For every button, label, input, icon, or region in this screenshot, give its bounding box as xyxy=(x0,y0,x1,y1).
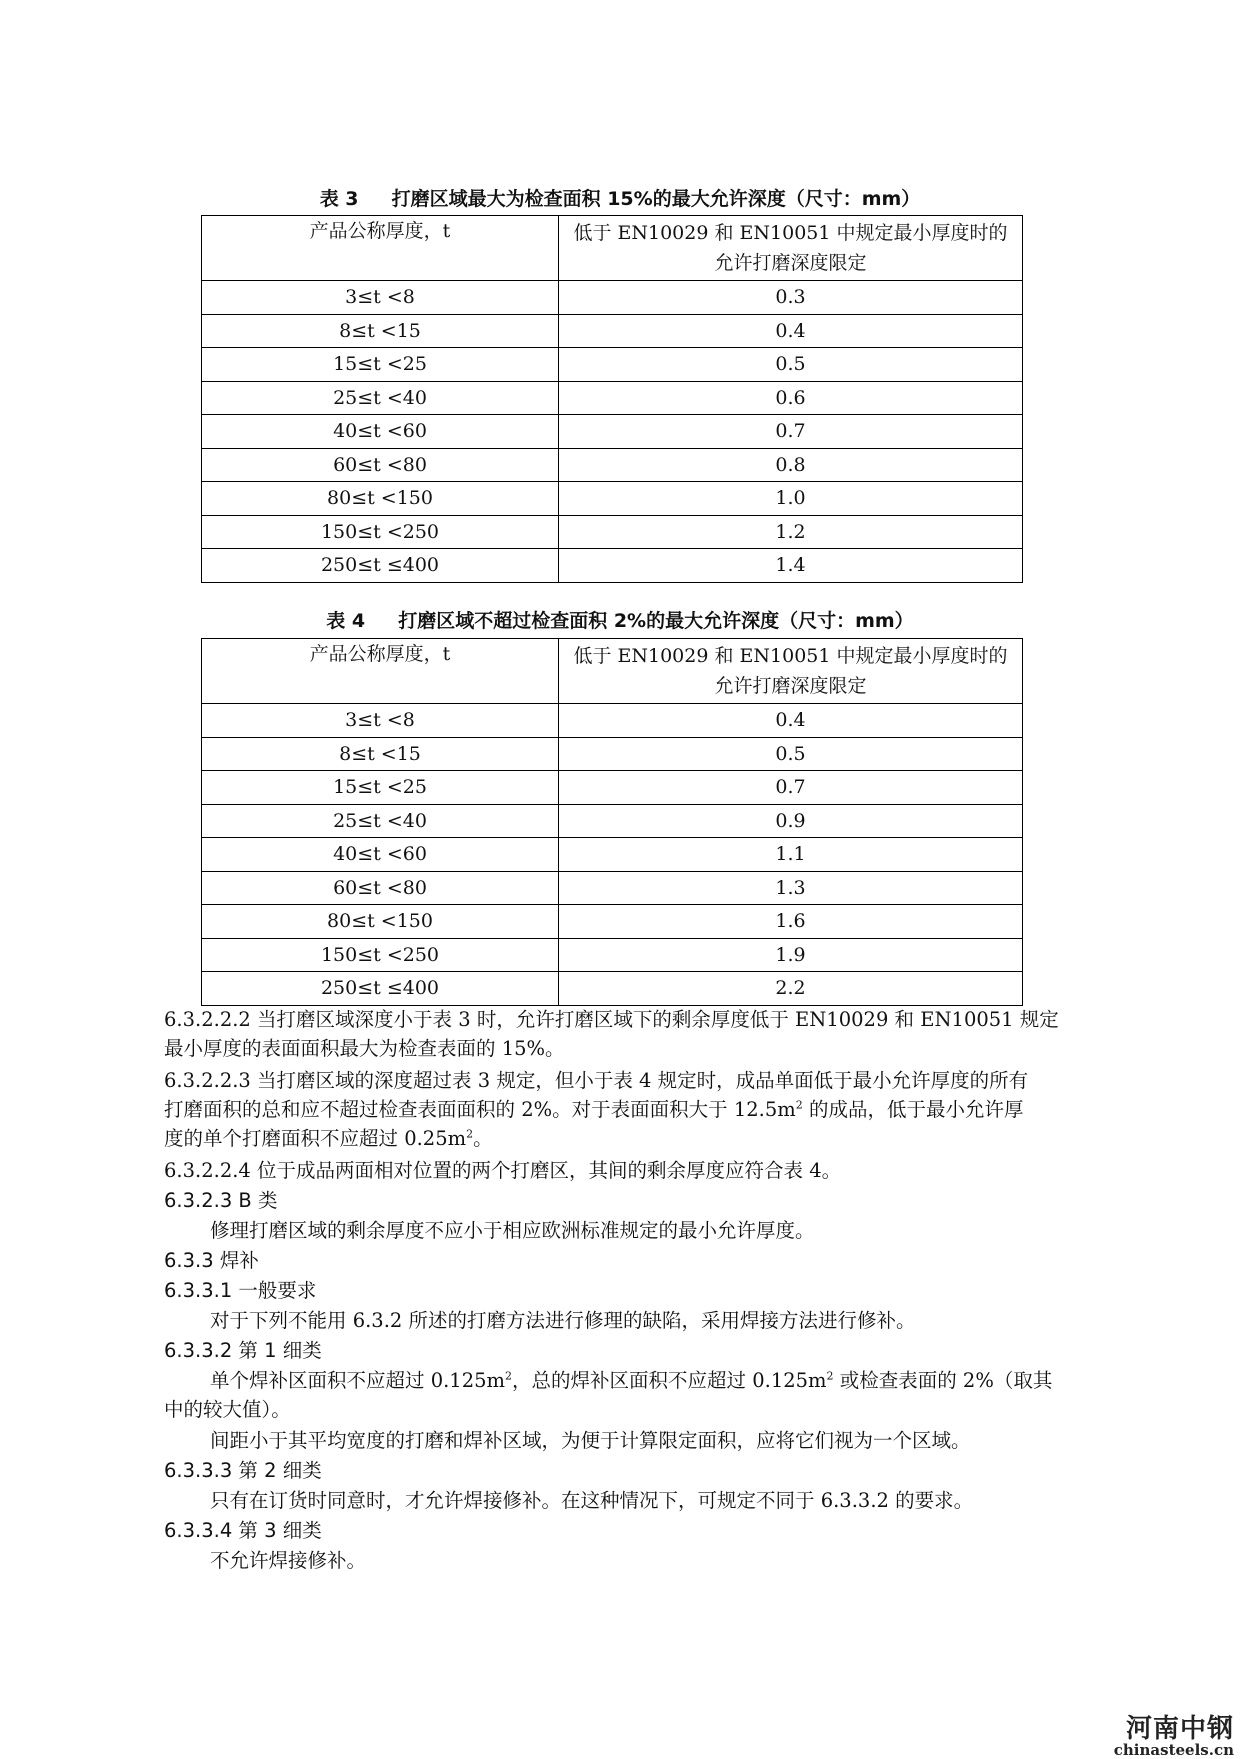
table-4-header-depth-line2: 允许打磨深度限定 xyxy=(714,675,867,697)
clause-6-3-2-2-4: 6.3.2.2.4 位于成品两面相对位置的两个打磨区，其间的剩余厚度应符合表 4。 xyxy=(164,1159,842,1182)
thickness-range: 40≤t <60 xyxy=(202,415,559,449)
table-row xyxy=(202,838,1023,872)
depth-limit: 0.5 xyxy=(559,348,1023,382)
table-row xyxy=(202,448,1023,482)
superscript: 2 xyxy=(795,1098,803,1112)
table-row xyxy=(202,515,1023,549)
superscript: 2 xyxy=(466,1127,474,1141)
depth-limit: 0.7 xyxy=(559,415,1023,449)
clause-text: 单个焊补区面积不应超过 0.125m xyxy=(210,1369,506,1392)
clause-6-3-2-2-3-line2 xyxy=(164,1095,1094,1124)
depth-limit: 0.3 xyxy=(559,281,1023,315)
thickness-range: 40≤t <60 xyxy=(202,838,559,872)
heading-6-3-3-1: 6.3.3.1 一般要求 xyxy=(164,1279,317,1302)
table-row xyxy=(202,549,1023,583)
table-row xyxy=(202,905,1023,939)
table-row xyxy=(202,771,1023,805)
table-row xyxy=(202,348,1023,382)
thickness-range: 8≤t <15 xyxy=(202,737,559,771)
depth-limit: 1.4 xyxy=(559,549,1023,583)
depth-limit: 1.6 xyxy=(559,905,1023,939)
depth-limit: 0.6 xyxy=(559,381,1023,415)
thickness-range: 80≤t <150 xyxy=(202,482,559,516)
thickness-range: 250≤t ≤400 xyxy=(202,549,559,583)
table-3-caption: 表 3 打磨区域最大为检查面积 15%的最大允许深度（尺寸：mm） xyxy=(319,188,921,210)
clause-6-3-2-3-text: 修理打磨区域的剩余厚度不应小于相应欧洲标准规定的最小允许厚度。 xyxy=(210,1219,815,1242)
table-3 xyxy=(201,215,1023,583)
thickness-range: 60≤t <80 xyxy=(202,871,559,905)
superscript: 2 xyxy=(826,1369,834,1383)
depth-limit: 1.3 xyxy=(559,871,1023,905)
table-row xyxy=(202,972,1023,1006)
table-row xyxy=(202,381,1023,415)
depth-limit: 0.7 xyxy=(559,771,1023,805)
thickness-range: 15≤t <25 xyxy=(202,348,559,382)
heading-6-3-3-3: 6.3.3.3 第 2 细类 xyxy=(164,1459,322,1482)
clause-6-3-3-2-line3: 间距小于其平均宽度的打磨和焊补区域，为便于计算限定面积，应将它们视为一个区域。 xyxy=(210,1429,971,1452)
depth-limit: 0.9 xyxy=(559,804,1023,838)
table-4-header-thickness: 产品公称厚度，t xyxy=(202,639,559,704)
clause-6-3-2-2-2-line1: 6.3.2.2.2 当打磨区域深度小于表 3 时，允许打磨区域下的剩余厚度低于 EN10029 和 EN10051 规定 xyxy=(164,1008,1059,1031)
clause-text: 。 xyxy=(473,1127,493,1150)
thickness-range: 3≤t <8 xyxy=(202,281,559,315)
table-4-header-depth-line1: 低于 EN10029 和 EN10051 中规定最小厚度时的 xyxy=(573,645,1008,667)
clause-6-3-2-2-2-line2: 最小厚度的表面面积最大为检查表面的 15%。 xyxy=(164,1037,565,1060)
heading-6-3-3-4: 6.3.3.4 第 3 细类 xyxy=(164,1519,322,1542)
depth-limit: 1.1 xyxy=(559,838,1023,872)
table-4-caption: 表 4 打磨区域不超过检查面积 2%的最大允许深度（尺寸：mm） xyxy=(326,610,914,632)
table-row xyxy=(202,482,1023,516)
thickness-range: 150≤t <250 xyxy=(202,515,559,549)
site-watermark xyxy=(1114,1716,1234,1758)
depth-limit: 1.9 xyxy=(559,938,1023,972)
depth-limit: 0.5 xyxy=(559,737,1023,771)
clause-6-3-2-2-3-line3 xyxy=(164,1124,1094,1153)
table-row xyxy=(202,281,1023,315)
table-4 xyxy=(201,638,1023,1006)
thickness-range: 8≤t <15 xyxy=(202,314,559,348)
clause-text: 打磨面积的总和应不超过检查表面面积的 2%。对于表面面积大于 12.5m xyxy=(164,1098,796,1121)
depth-limit: 1.2 xyxy=(559,515,1023,549)
thickness-range: 3≤t <8 xyxy=(202,704,559,738)
depth-limit: 0.4 xyxy=(559,704,1023,738)
clause-6-3-3-3-text: 只有在订货时同意时，才允许焊接修补。在这种情况下，可规定不同于 6.3.3.2 的要求。 xyxy=(210,1489,974,1512)
depth-limit: 0.4 xyxy=(559,314,1023,348)
table-row xyxy=(202,938,1023,972)
heading-6-3-3: 6.3.3 焊补 xyxy=(164,1249,259,1272)
table-row xyxy=(202,737,1023,771)
clause-text: 的成品，低于最小允许厚 xyxy=(802,1098,1024,1121)
clause-text: 度的单个打磨面积不应超过 0.25m xyxy=(164,1127,467,1150)
clause-text: ，总的焊补区面积不应超过 0.125m xyxy=(512,1369,827,1392)
table-row xyxy=(202,804,1023,838)
thickness-range: 150≤t <250 xyxy=(202,938,559,972)
watermark-domain: chinasteels.cn xyxy=(1113,1741,1234,1759)
table-row xyxy=(202,871,1023,905)
table-row xyxy=(202,704,1023,738)
clause-6-3-3-4-text: 不允许焊接修补。 xyxy=(210,1549,367,1572)
superscript: 2 xyxy=(505,1369,513,1383)
depth-limit: 2.2 xyxy=(559,972,1023,1006)
table-3-header-thickness: 产品公称厚度，t xyxy=(202,216,559,281)
depth-limit: 0.8 xyxy=(559,448,1023,482)
clause-6-3-3-2-line1 xyxy=(164,1366,1140,1395)
watermark-name: 河南中钢 xyxy=(1125,1714,1234,1744)
clause-text: 或检查表面的 2%（取其 xyxy=(833,1369,1053,1392)
depth-limit: 1.0 xyxy=(559,482,1023,516)
clause-6-3-3-1-text: 对于下列不能用 6.3.2 所述的打磨方法进行修理的缺陷，采用焊接方法进行修补。 xyxy=(210,1309,916,1332)
table-row xyxy=(202,314,1023,348)
table-4-header-depth xyxy=(559,639,1023,704)
thickness-range: 80≤t <150 xyxy=(202,905,559,939)
thickness-range: 25≤t <40 xyxy=(202,381,559,415)
table-3-header-depth-line1: 低于 EN10029 和 EN10051 中规定最小厚度时的 xyxy=(573,222,1008,244)
table-3-header-depth-line2: 允许打磨深度限定 xyxy=(714,252,867,274)
thickness-range: 15≤t <25 xyxy=(202,771,559,805)
table-3-header-depth xyxy=(559,216,1023,281)
heading-6-3-2-3: 6.3.2.3 B 类 xyxy=(164,1189,278,1212)
thickness-range: 60≤t <80 xyxy=(202,448,559,482)
heading-6-3-3-2: 6.3.3.2 第 1 细类 xyxy=(164,1339,322,1362)
thickness-range: 25≤t <40 xyxy=(202,804,559,838)
table-row xyxy=(202,415,1023,449)
clause-6-3-2-2-3-line1: 6.3.2.2.3 当打磨区域的深度超过表 3 规定，但小于表 4 规定时，成品单面低于最小允许厚度的所有 xyxy=(164,1069,1029,1092)
clause-6-3-3-2-line2: 中的较大值）。 xyxy=(164,1398,291,1421)
thickness-range: 250≤t ≤400 xyxy=(202,972,559,1006)
